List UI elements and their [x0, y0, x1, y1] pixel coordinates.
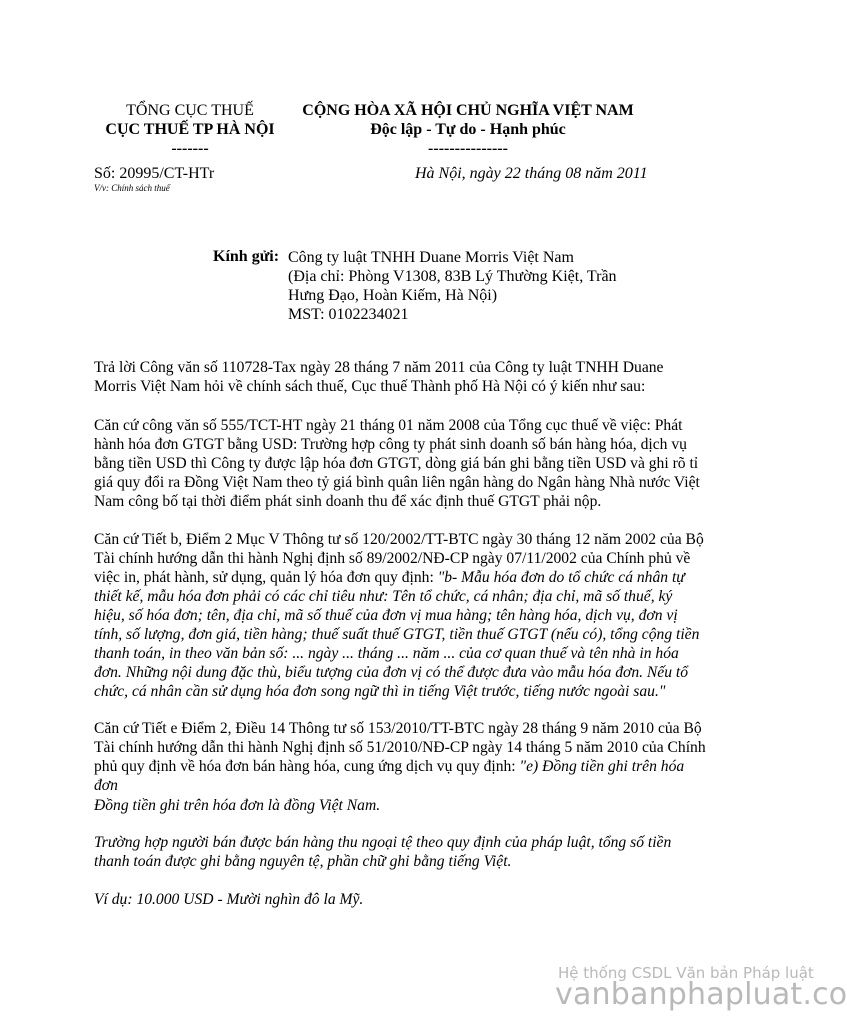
agency-separator: -------	[171, 140, 209, 157]
body-paragraph-4	[94, 719, 706, 795]
paragraph-text	[94, 530, 706, 701]
body-paragraph-1	[94, 358, 706, 396]
body-paragraph-2	[94, 416, 706, 511]
parent-agency-name: TỔNG CỤC THUẾ	[126, 102, 254, 119]
country-name: CỘNG HÒA XÃ HỘI CHỦ NGHĨA VIỆT NAM	[302, 102, 634, 119]
issuing-agency-block	[90, 101, 290, 158]
motto-separator: ---------------	[428, 140, 508, 157]
watermark-site: vanbanphapluat.co	[555, 977, 847, 1012]
place-and-date: Hà Nội, ngày 22 tháng 08 năm 2011	[415, 165, 648, 182]
recipient-label: Kính gửi:	[213, 248, 280, 265]
document-subject: V/v: Chính sách thuế	[94, 183, 170, 193]
body-paragraph-6	[94, 833, 706, 871]
paragraph-text: Căn cứ công văn số 555/TCT-HT ngày 21 tháng 01 năm 2008 của Tổng cục thuế về việc: Phát hành hóa đơn GTGT bằng USD: Trường hợp công ty phát sinh doanh số bán hàng hóa, dịch vụ bằng tiền USD thì Công ty được lập hóa đơn GTGT, dòng giá bán ghi bằng tiền USD và ghi rõ tỉ giá quy đổi ra Đồng Việt Nam theo tỷ giá bình quân liên ngân hàng do Ngân hàng Nhà nước Việt Nam công bố tại thời điểm phát sinh doanh thu để xác định thuế GTGT phải nộp.	[94, 417, 700, 510]
body-paragraph-5	[94, 796, 706, 815]
agency-name: CỤC THUẾ TP HÀ NỘI	[105, 121, 275, 138]
paragraph-text: Trường hợp người bán được bán hàng thu ngoại tệ theo quy định của pháp luật, tổng số tiền thanh toán được ghi bằng nguyên tệ, phần chữ ghi bằng tiếng Việt.	[94, 834, 672, 870]
paragraph-text-normal: Căn cứ Tiết b, Điểm 2 Mục V Thông tư số 120/2002/TT-BTC ngày 30 tháng 12 năm 2002 của Bộ Tài chính hướng dẫn thi hành Nghị định số 89/2002/NĐ-CP ngày 07/11/2002 của Chính phủ về việc in, phát hành, sử dụng, quản lý hóa đơn quy định:	[94, 531, 704, 586]
document-number: Số: 20995/CT-HTr	[94, 165, 215, 182]
recipient-line: Công ty luật TNHH Duane Morris Việt Nam	[288, 249, 574, 266]
paragraph-text-normal: Căn cứ Tiết e Điểm 2, Điều 14 Thông tư số 153/2010/TT-BTC ngày 28 tháng 9 năm 2010 của Bộ Tài chính hướng dẫn thi hành Nghị định số 51/2010/NĐ-CP ngày 14 tháng 5 năm 2010 của Chính phủ quy định về hóa đơn bán hàng hóa, cung ứng dịch vụ quy định:	[94, 720, 706, 775]
watermark-caption: Hệ thống CSDL Văn bản Pháp luật	[558, 964, 814, 982]
paragraph-text: Đồng tiền ghi trên hóa đơn là đồng Việt Nam.	[94, 797, 381, 814]
paragraph-text: Trả lời Công văn số 110728-Tax ngày 28 tháng 7 năm 2011 của Công ty luật TNHH Duane Morris Việt Nam hỏi về chính sách thuế, Cục thuế Thành phố Hà Nội có ý kiến như sau:	[94, 359, 664, 395]
paragraph-text	[94, 719, 706, 795]
recipient-line: (Địa chỉ: Phòng V1308, 83B Lý Thường Kiệt, Trần	[288, 268, 617, 285]
recipient-line: MST: 0102234021	[288, 306, 409, 323]
quoted-regulation: "e) Đồng tiền ghi trên hóa đơn	[94, 758, 685, 794]
recipient-line: Hưng Đạo, Hoàn Kiếm, Hà Nội)	[288, 287, 498, 304]
national-title-block	[288, 101, 648, 158]
body-paragraph-3	[94, 530, 706, 701]
motto: Độc lập - Tự do - Hạnh phúc	[370, 121, 566, 138]
recipient-block	[288, 248, 648, 324]
paragraph-text: Ví dụ: 10.000 USD - Mười nghìn đô la Mỹ.	[94, 891, 364, 908]
body-paragraph-7	[94, 890, 706, 909]
quoted-regulation: "b- Mẫu hóa đơn do tổ chức cá nhân tự thiết kế, mẫu hóa đơn phải có các chỉ tiêu như: Tên tổ chức, cá nhân; địa chỉ, mã số thuế, ký hiệu, số hóa đơn; tên, địa chỉ, mã số thuế của đơn vị mua hàng; tên hàng hóa, dịch vụ, đơn vị tính, số lượng, đơn giá, tiền hàng; thuế suất thuế GTGT, tiền thuế GTGT (nếu có), tổng cộng tiền thanh toán, in theo văn bản số: ... ngày ... tháng ... năm ... của cơ quan thuế và tên nhà in hóa đơn. Những nội dung đặc thù, biểu tượng của đơn vị có thể được đưa vào mẫu hóa đơn. Nếu tổ chức, cá nhân cần sử dụng hóa đơn song ngữ thì in tiếng Việt trước, tiếng nước ngoài sau."	[94, 569, 700, 700]
